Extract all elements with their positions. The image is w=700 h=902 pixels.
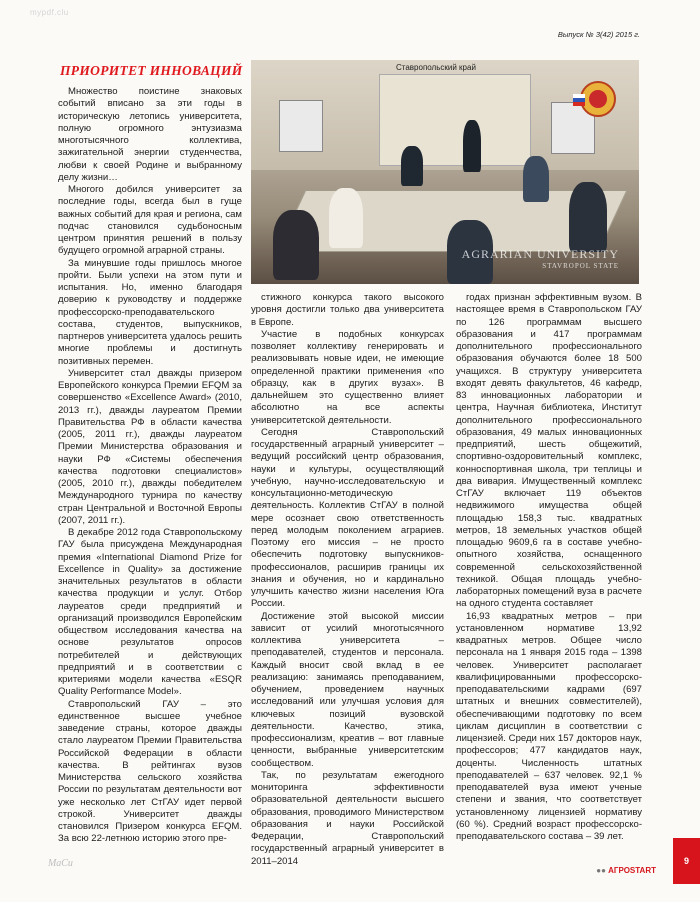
text-column-2 bbox=[251, 292, 444, 868]
paragraph: Сегодня Ставропольский государственный аграрный университет – ведущий российский центр образования, науки и культуры, осуществляющий учебную, научно-исследовательскую и консультационно-методическую деятельность. Коллектив СтГАУ в полной мере осознает свою ответственность перед молодым поколением аграриев. Поэтому его миссия – не просто обеспечить подготовку выпускников-профессионалов, расширив границы их знания и обучения, но и кардинально улучшить качество жизни населения Юга России. bbox=[251, 426, 444, 610]
paragraph: Университет стал дважды призером Европейского конкурса Премии EFQM за совершенство «Excellence Award» (2010, 2013 гг.), дважды лауреатом Премии Правительства РФ в области качества (2005, 2011 гг.), дважды лауреатом Премии Министерства образования и науки РФ «Системы обеспечения качества подготовки специалистов» (2005, 2010 гг.), дважды победителем Международного турнира по качеству стран Центральной и Восточной Европы (2007, 2011 гг.). bbox=[58, 367, 242, 526]
page-number: 9 bbox=[673, 838, 700, 884]
photo-caption-main: AGRARIAN UNIVERSITY bbox=[461, 247, 619, 261]
photo-caption-sub: STAVROPOL STATE bbox=[542, 262, 619, 270]
paragraph: Множество поистине знаковых событий вписано за эти годы в историческую летопись университета, полную огромного энтузиазма многотысячного коллектива, зажигательной энергии студенчества, любви к своей Родине и выбранному делу жизни… bbox=[58, 86, 242, 183]
paragraph: стижного конкурса такого высокого уровня достигли только два университета в Европе. bbox=[251, 292, 444, 328]
paragraph: В декабре 2012 года Ставропольскому ГАУ была присуждена Международная премия «International Diamond Prize for Excellence in Quality» за достижение значительных результатов в области качества продукции и услуг. Отбор лауреатов среди предприятий и организаций производился Европейским обществом исследования качества на основе результатов опросов потребителей и действующих предприятий и в соответствии с критериями модели качества «ESQR Quality Performance Model». bbox=[58, 527, 242, 698]
paragraph: годах признан эффективным вузом. В настоящее время в Ставропольском ГАУ по 126 программам высшего образования и 417 программам дополнительного профессионального образования обучаются более 18 500 учащихся. В структуру университета входят девять факультетов, 46 кафедр, 83 инновационных лаборатории и центра, Научная библиотека, Институт дополнительного профессионального образования, 49 малых инновационных предприятий, шесть общежитий, спортивно-оздоровительный комплекс, конноспортивная школа, три теплицы и два вивария. Имущественный комплекс СтГАУ включает 119 объектов недвижимого имущества общей площадью 158,3 тыс. квадратных метров, 18 земельных участков общей площадью 9609,6 га в составе учебно-опытного хозяйства, оснащенного современной сельскохозяйственной техникой. Общая площадь учебно-лабораторных помещений вуза в расчете на одного студента составляет bbox=[456, 292, 642, 610]
signature-mark: МаСи bbox=[48, 858, 73, 869]
paragraph: 16,93 квадратных метров – при установленном нормативе 13,92 квадратных метров. Общее число персонала на 1 января 2015 года – 1398 человек. Университет располагает квалифицированными профессорско-преподавательскими кадрами (697 штатных и внешних совместителей), обеспечивающими подготовку по всем циклам дисциплин в соответствии с лицензией. Среди них 157 докторов наук, профессоров; 477 кандидатов наук, доценты. Численность штатных преподавателей – 637 человек. 92,1 % преподавателей вуза имеют ученые степени и звания, что соответствует установленному лицензией нормативу (60 %). Средний возраст профессорско-преподавательского состава – 39 лет. bbox=[456, 610, 642, 842]
issue-number: Выпуск № 3(42) 2015 г. bbox=[557, 30, 640, 39]
brand-part-b: START bbox=[629, 866, 656, 875]
wall-map-label: Ставропольский край bbox=[396, 63, 476, 72]
paragraph: Ставропольский ГАУ – это единственное высшее учебное заведение страны, которое дважды стало лауреатом Премии Правительства Российской Федерации в области качества. В рейтингах вузов Министерства сельского хозяйства России по результатам деятельности вот уже несколько лет СтГАУ идет первой строкой. Университет дважды становился Призером конкурса EFQM. За всю 22-летнюю историю этого пре- bbox=[58, 698, 242, 845]
paragraph: Участие в подобных конкурсах позволяет коллективу генерировать и реализовывать новые идеи, не имеющие определенной практики применения «по образцу, как в других вузах». В дальнейшем это существенно влияет абсолютно на все аспекты университетской деятельности. bbox=[251, 328, 444, 426]
brand-part-a: АГРО bbox=[608, 866, 630, 875]
photo-caption bbox=[462, 247, 619, 270]
article-photo bbox=[251, 60, 639, 284]
article-heading: ПРИОРИТЕТ ИННОВАЦИЙ bbox=[60, 63, 243, 78]
paragraph: Так, по результатам ежегодного мониторинга эффективности образовательной деятельности высшего образования, проводимого Министерством образования и науки Российской Федерации, Ставропольский государственный аграрный университет в 2011–2014 bbox=[251, 769, 444, 867]
paragraph: Достижение этой высокой миссии зависит от усилий многотысячного коллектива университета – преподавателей, студентов и персонала. Каждый вносит свой вклад в ее реализацию: занимаясь преподаванием, обучением, проведением научных исследований или улучшая условия для ключевых позиций вузовской деятельности. Качество, этика, профессионализм, креатив – вот главные ценности, выбранные университетским сообществом. bbox=[251, 610, 444, 769]
text-column-3 bbox=[456, 292, 642, 843]
paragraph: За минувшие годы пришлось многое пройти. Были успехи на этом пути и испытания. Но, именно благодаря доверию к руководству и поддержке профессорско-преподавательского состава, студентов, выпускников, партнеров университета удалось решить многие проблемы и достигнуть позитивных перемен. bbox=[58, 257, 242, 367]
brand-logo: ●● АГРОSTART bbox=[596, 866, 656, 875]
text-column-1 bbox=[58, 86, 242, 846]
anniversary-logo bbox=[571, 80, 625, 120]
paragraph: Многого добился университет за последние годы, всегда был в гуще важных событий для края и региона, сам подчас становился судьбоносным центром принятия решений в пользу будущего огромной аграрной страны. bbox=[58, 184, 242, 257]
watermark: mypdf.clu bbox=[30, 8, 69, 17]
